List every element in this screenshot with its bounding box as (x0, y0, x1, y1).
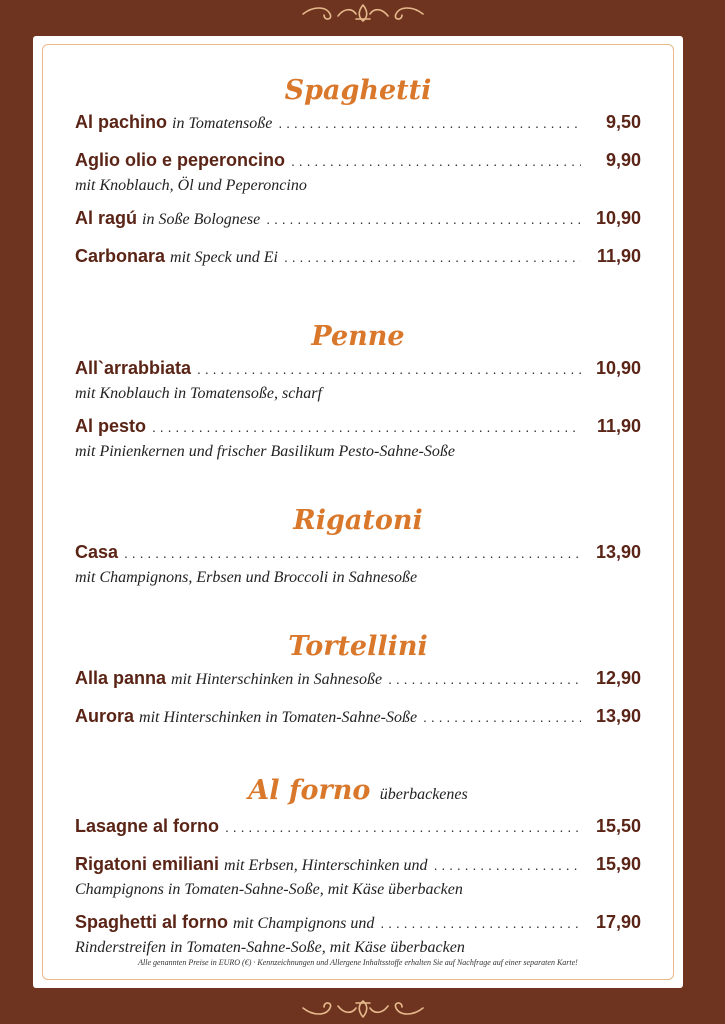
dish-name: Al pesto (75, 416, 147, 436)
leader-dots (266, 211, 581, 227)
menu-item-row (75, 854, 641, 880)
section-title (75, 74, 641, 108)
dish-name: Al ragú (75, 208, 138, 228)
dish-name: All`arrabbiata (75, 358, 192, 378)
dish-description: in Tomatensoße (172, 115, 273, 132)
dish-description: mit Champignons und (233, 915, 375, 932)
menu-item-row (75, 150, 641, 176)
menu-item (75, 542, 641, 588)
dish-details: Rinderstreifen in Tomaten-Sahne-Soße, mit Käse überbacken (75, 939, 465, 956)
section-title-text: Al forno (248, 775, 371, 806)
menu-item (75, 150, 641, 196)
section-title (75, 504, 641, 538)
menu-item (75, 816, 641, 842)
dish-price: 15,90 (595, 854, 641, 874)
footnote: Alle genannten Preise in EURO (€) · Kennzeichnungen und Allergene Inhaltsstoffe erhalten Sie auf Nachfrage auf einer separaten Karte! (138, 958, 578, 967)
dish-name: Spaghetti al forno (75, 912, 228, 932)
leader-dots (124, 545, 581, 561)
ornament-bottom-icon (298, 998, 428, 1020)
dish-price: 15,50 (595, 816, 641, 836)
menu-item-row (75, 706, 641, 732)
dish-name: Casa (75, 542, 119, 562)
dish-name: Aglio olio e peperoncino (75, 150, 286, 170)
section-title-text: Tortellini (288, 631, 428, 662)
menu-item-row (75, 416, 641, 442)
dish-details: Champignons in Tomaten-Sahne-Soße, mit Käse überbacken (75, 881, 463, 898)
section-title (75, 774, 641, 812)
dish-name: Alla panna (75, 668, 167, 688)
menu-section (75, 504, 641, 588)
dish-description: mit Hinterschinken in Tomaten-Sahne-Soße (139, 709, 418, 726)
dish-price: 10,90 (595, 358, 641, 378)
leader-dots (291, 153, 581, 169)
section-subtitle: überbackenes (379, 786, 468, 803)
leader-dots (284, 249, 581, 265)
leader-dots (423, 709, 581, 725)
dish-description: mit Speck und Ei (170, 249, 278, 266)
menu-item-row (75, 208, 641, 234)
dish-details: mit Champignons, Erbsen und Broccoli in Sahnesoße (75, 569, 418, 586)
ornament-top-icon (298, 2, 428, 24)
leader-dots (197, 361, 581, 377)
menu-item (75, 854, 641, 900)
menu-item (75, 208, 641, 234)
section-title (75, 320, 641, 354)
dish-name: Rigatoni emiliani (75, 854, 220, 874)
menu-section (75, 774, 641, 958)
menu-item-row (75, 112, 641, 138)
section-title (75, 630, 641, 664)
menu-item-row (75, 668, 641, 694)
menu-item (75, 416, 641, 462)
menu-page (33, 36, 683, 988)
dish-price: 10,90 (595, 208, 641, 228)
dish-price: 9,90 (605, 150, 641, 170)
dish-description: mit Erbsen, Hinterschinken und (224, 857, 428, 874)
section-title-text: Penne (311, 321, 405, 352)
menu-section (75, 74, 641, 272)
dish-price: 17,90 (595, 912, 641, 932)
dish-price: 13,90 (595, 706, 641, 726)
menu-item (75, 706, 641, 732)
section-title-text: Spaghetti (284, 75, 432, 106)
menu-item (75, 912, 641, 958)
dish-description: in Soße Bolognese (142, 211, 261, 228)
section-title-text: Rigatoni (293, 505, 423, 536)
menu-item-row (75, 542, 641, 568)
leader-dots (225, 819, 581, 835)
dish-name: Carbonara (75, 246, 166, 266)
menu-item (75, 246, 641, 272)
dish-price: 11,90 (596, 246, 641, 266)
menu-item-row (75, 912, 641, 938)
menu-item-row (75, 816, 641, 842)
dish-details: mit Pinienkernen und frischer Basilikum Pesto-Sahne-Soße (75, 443, 455, 460)
leader-dots (380, 915, 581, 931)
dish-name: Aurora (75, 706, 135, 726)
menu-content (75, 74, 641, 970)
menu-item (75, 112, 641, 138)
menu-section (75, 320, 641, 462)
menu-section (75, 630, 641, 732)
dish-price: 12,90 (595, 668, 641, 688)
menu-item-row (75, 358, 641, 384)
dish-name: Lasagne al forno (75, 816, 220, 836)
dish-details: mit Knoblauch, Öl und Peperoncino (75, 177, 307, 194)
dish-name: Al pachino (75, 112, 168, 132)
leader-dots (434, 857, 581, 873)
dish-description: mit Hinterschinken in Sahnesoße (171, 671, 383, 688)
dish-price: 13,90 (595, 542, 641, 562)
leader-dots (388, 671, 581, 687)
menu-item-row (75, 246, 641, 272)
dish-details: mit Knoblauch in Tomatensoße, scharf (75, 385, 322, 402)
dish-price: 11,90 (596, 416, 641, 436)
leader-dots (152, 419, 581, 435)
menu-item (75, 668, 641, 694)
dish-price: 9,50 (605, 112, 641, 132)
menu-item (75, 358, 641, 404)
leader-dots (278, 115, 581, 131)
